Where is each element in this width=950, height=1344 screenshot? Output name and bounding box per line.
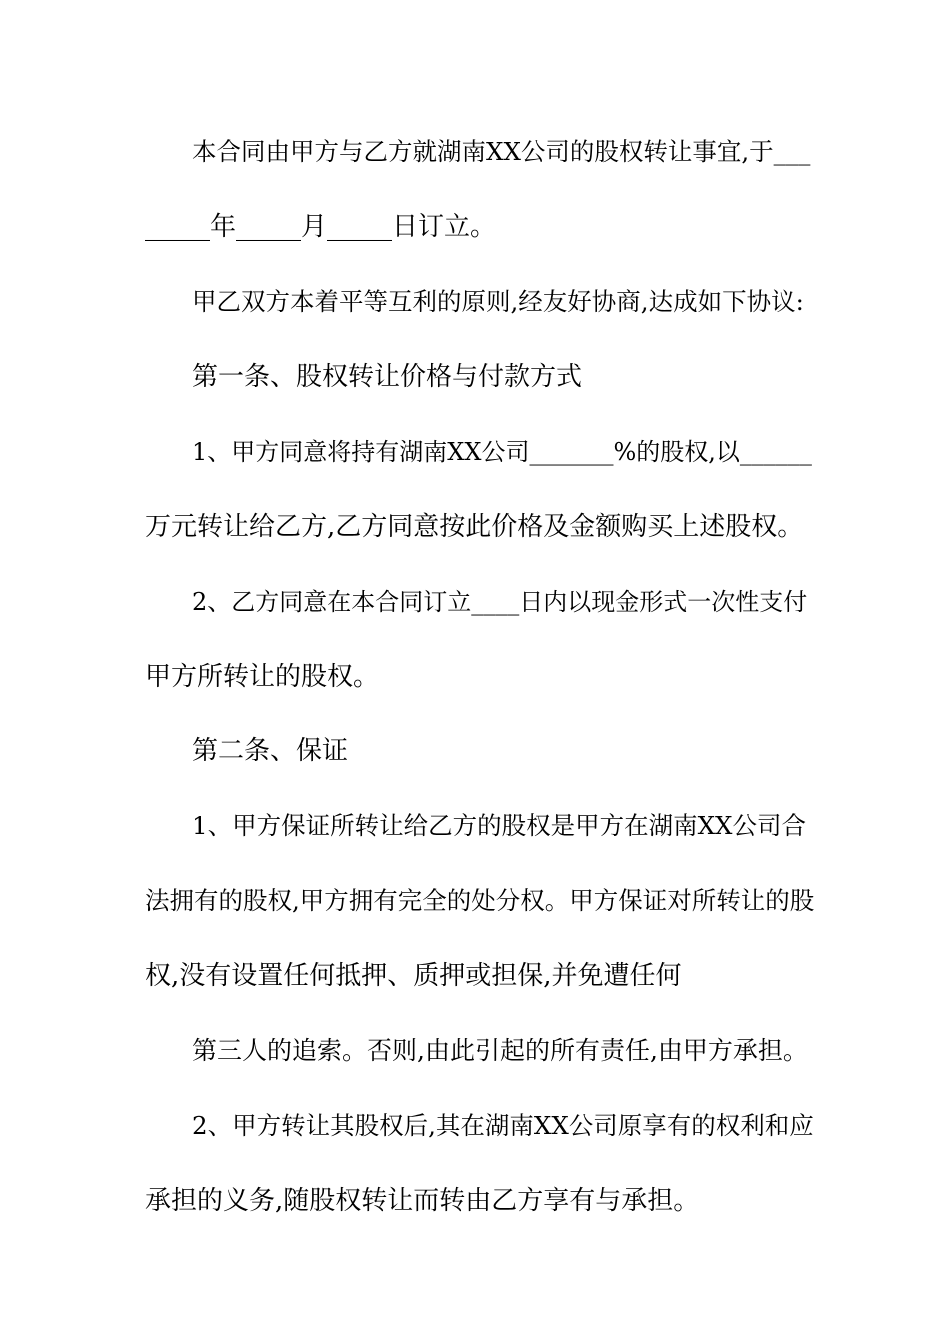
paragraph-line: _____年_____月_____日订立。 (145, 212, 497, 242)
paragraph-line: 第三人的追索。否则,由此引起的所有责任,由甲方承担。 (192, 1036, 808, 1065)
paragraph-line: 万元转让给乙方,乙方同意按此价格及金额购买上述股权。 (145, 512, 804, 542)
section-heading: 第二条、保证 (192, 736, 349, 766)
paragraph-line: 1、甲方保证所转让给乙方的股权是甲方在湖南XX公司合 (192, 811, 806, 840)
paragraph-line: 法拥有的股权,甲方拥有完全的处分权。甲方保证对所转让的股 (145, 886, 815, 915)
paragraph-line: 权,没有设置任何抵押、质押或担保,并免遭任何 (145, 961, 682, 991)
paragraph-line: 2、甲方转让其股权后,其在湖南XX公司原享有的权利和应 (192, 1111, 814, 1140)
paragraph-line: 本合同由甲方与乙方就湖南XX公司的股权转让事宜,于___ (192, 137, 811, 166)
paragraph-line: 承担的义务,随股权转让而转由乙方享有与承担。 (145, 1186, 700, 1216)
paragraph-line: 1、甲方同意将持有湖南XX公司_______%的股权,以______ (192, 438, 812, 466)
section-heading: 第一条、股权转让价格与付款方式 (192, 362, 583, 392)
paragraph-line: 2、乙方同意在本合同订立____日内以现金形式一次性支付 (192, 588, 808, 616)
paragraph-line: 甲方所转让的股权。 (145, 662, 380, 692)
paragraph-line: 甲乙双方本着平等互利的原则,经友好协商,达成如下协议: (192, 287, 804, 316)
